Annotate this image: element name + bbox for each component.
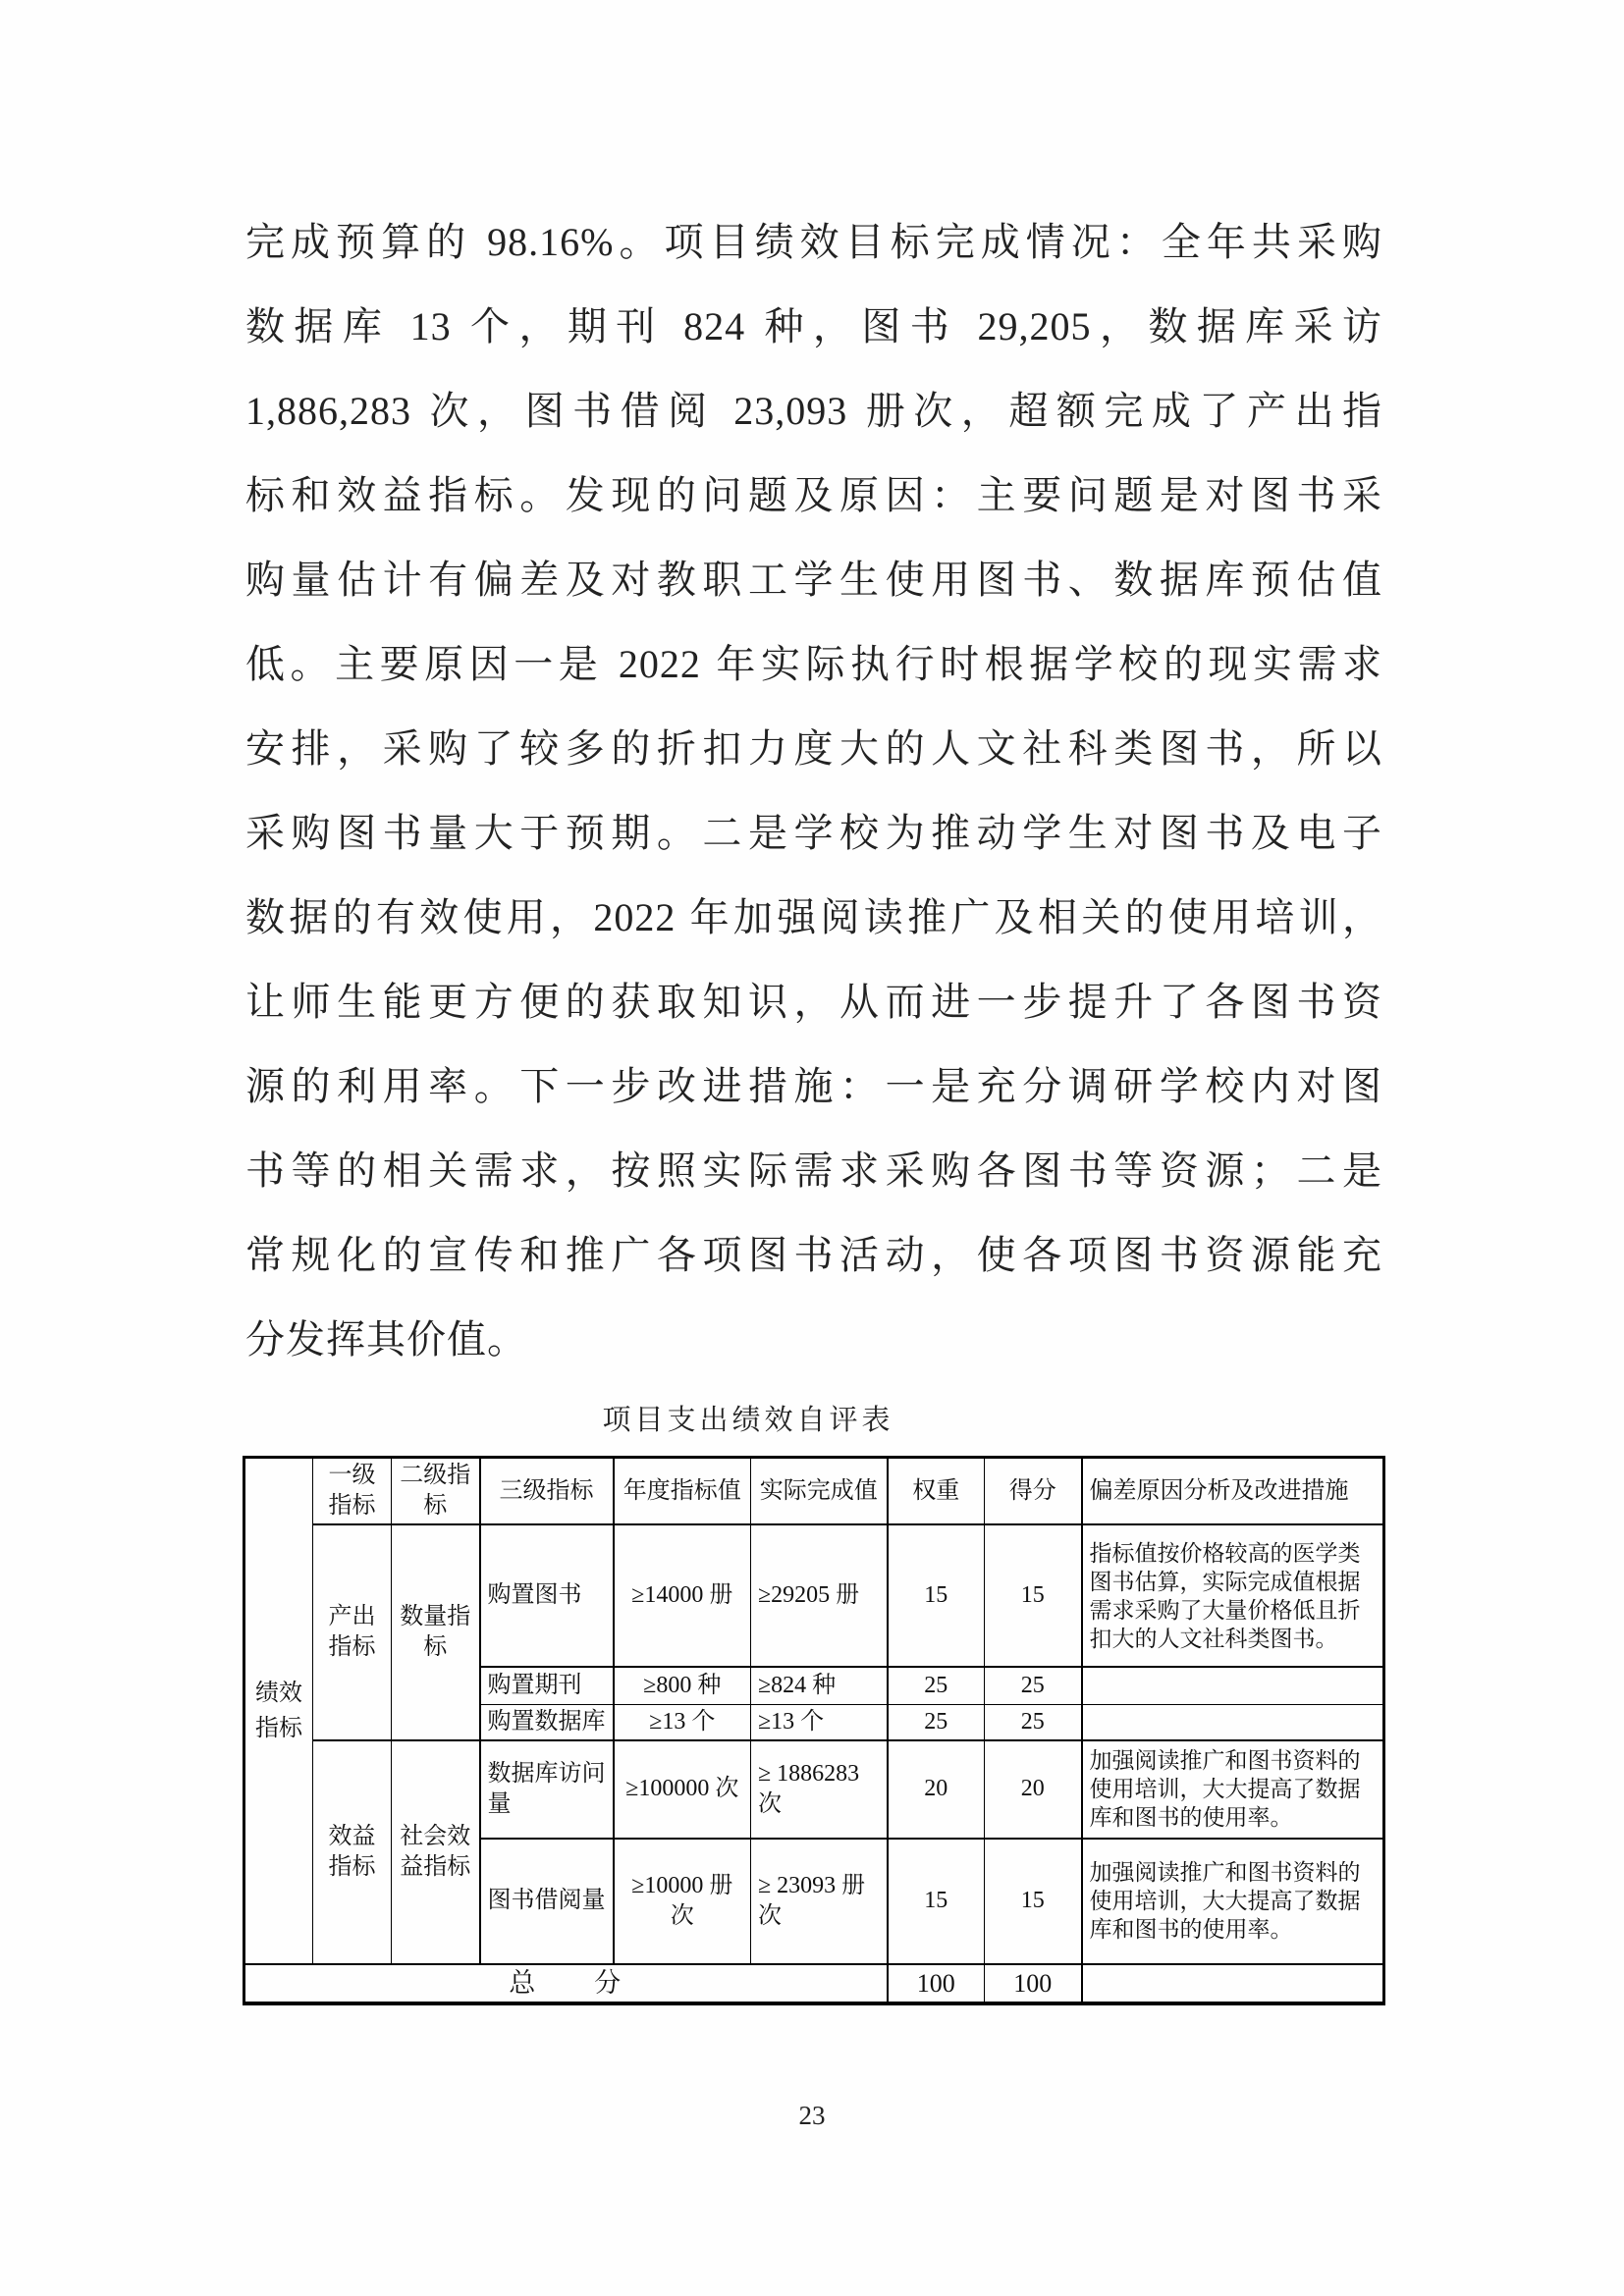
cell-actual: ≥13 个 [751, 1704, 888, 1740]
text-line: 低。主要原因一是 2022 年实际执行时根据学校的现实需求 [245, 642, 1382, 686]
cell-indicator: 数据库访问量 [480, 1740, 614, 1839]
text-line: 采购图书量大于预期。二是学校为推动学生对图书及电子 [245, 811, 1382, 855]
cell-level2: 社会效益指标 [392, 1740, 480, 1964]
cell-weight: 25 [888, 1704, 985, 1740]
text-line: 常规化的宣传和推广各项图书活动，使各项图书资源能充 [245, 1233, 1382, 1277]
text-line: 购量估计有偏差及对教职工学生使用图书、数据库预估值 [245, 558, 1382, 602]
table-row [244, 1524, 1384, 1667]
cell-score: 25 [985, 1667, 1082, 1704]
performance-table [243, 1456, 1385, 2005]
page-number: 23 [798, 2101, 826, 2130]
cell-remark: 加强阅读推广和图书资料的使用培训，大大提高了数据库和图书的使用率。 [1082, 1839, 1384, 1964]
cell-weight: 15 [888, 1839, 985, 1964]
col-header-level2: 二级指标 [392, 1458, 480, 1525]
cell-actual: ≥ 1886283 次 [751, 1740, 888, 1839]
cell-actual: ≥ 23093 册次 [751, 1839, 888, 1964]
cell-indicator: 购置期刊 [480, 1667, 614, 1704]
cell-target: ≥800 种 [614, 1667, 751, 1704]
cell-score: 15 [985, 1524, 1082, 1667]
text-line: 完成预算的 98.16%。项目绩效目标完成情况：全年共采购 [245, 220, 1382, 264]
col-header-score: 得分 [985, 1458, 1082, 1525]
cell-target: ≥13 个 [614, 1704, 751, 1740]
cell-remark [1082, 1704, 1384, 1740]
text-line: 书等的相关需求，按照实际需求采购各图书等资源；二是 [245, 1148, 1382, 1193]
text-line: 数据的有效使用，2022 年加强阅读推广及相关的使用培训， [245, 895, 1382, 939]
text-line: 分发挥其价值。 [245, 1317, 527, 1362]
cell-actual: ≥29205 册 [751, 1524, 888, 1667]
cell-weight: 25 [888, 1667, 985, 1704]
table-title: 项目支出绩效自评表 [602, 1405, 894, 1436]
cell-score: 25 [985, 1704, 1082, 1740]
cell-target: ≥100000 次 [614, 1740, 751, 1839]
text-line: 1,886,283 次，图书借阅 23,093 册次，超额完成了产出指 [245, 389, 1382, 433]
col-header-target: 年度指标值 [614, 1458, 751, 1525]
text-line: 安排，采购了较多的折扣力度大的人文社科类图书，所以 [245, 726, 1382, 771]
cell-remark: 加强阅读推广和图书资料的使用培训，大大提高了数据库和图书的使用率。 [1082, 1740, 1384, 1839]
total-score: 100 [985, 1964, 1082, 2003]
total-label: 总 分 [244, 1964, 888, 2003]
col-header-weight: 权重 [888, 1458, 985, 1525]
total-remark [1082, 1964, 1384, 2003]
cell-score: 15 [985, 1839, 1082, 1964]
col-header-level1: 一级指标 [313, 1458, 392, 1525]
table-total-row [244, 1964, 1384, 2003]
cell-level2: 数量指标 [392, 1524, 480, 1740]
cell-indicator: 购置数据库 [480, 1704, 614, 1740]
cell-weight: 15 [888, 1524, 985, 1667]
cell-level1: 效益指标 [313, 1740, 392, 1964]
table-header-row [244, 1458, 1384, 1525]
total-weight: 100 [888, 1964, 985, 2003]
cell-level1: 产出指标 [313, 1524, 392, 1740]
table-row [244, 1740, 1384, 1839]
col-header-level3: 三级指标 [480, 1458, 614, 1525]
text-line: 源的利用率。下一步改进措施：一是充分调研学校内对图 [245, 1064, 1382, 1108]
cell-score: 20 [985, 1740, 1082, 1839]
body-paragraph [245, 200, 1382, 1382]
text-line: 让师生能更方便的获取知识，从而进一步提升了各图书资 [245, 980, 1382, 1024]
cell-target: ≥10000 册次 [614, 1839, 751, 1964]
col-header-remark: 偏差原因分析及改进措施 [1082, 1458, 1384, 1525]
row-group-cell: 绩效指标 [244, 1458, 313, 1964]
col-header-actual: 实际完成值 [751, 1458, 888, 1525]
text-line: 标和效益指标。发现的问题及原因：主要问题是对图书采 [245, 473, 1382, 517]
cell-indicator: 图书借阅量 [480, 1839, 614, 1964]
cell-target: ≥14000 册 [614, 1524, 751, 1667]
cell-actual: ≥824 种 [751, 1667, 888, 1704]
cell-indicator: 购置图书 [480, 1524, 614, 1667]
text-line: 数据库 13 个，期刊 824 种，图书 29,205，数据库采访 [245, 304, 1382, 348]
cell-remark [1082, 1667, 1384, 1704]
cell-weight: 20 [888, 1740, 985, 1839]
cell-remark: 指标值按价格较高的医学类图书估算，实际完成值根据需求采购了大量价格低且折扣大的人文社科类图书。 [1082, 1524, 1384, 1667]
